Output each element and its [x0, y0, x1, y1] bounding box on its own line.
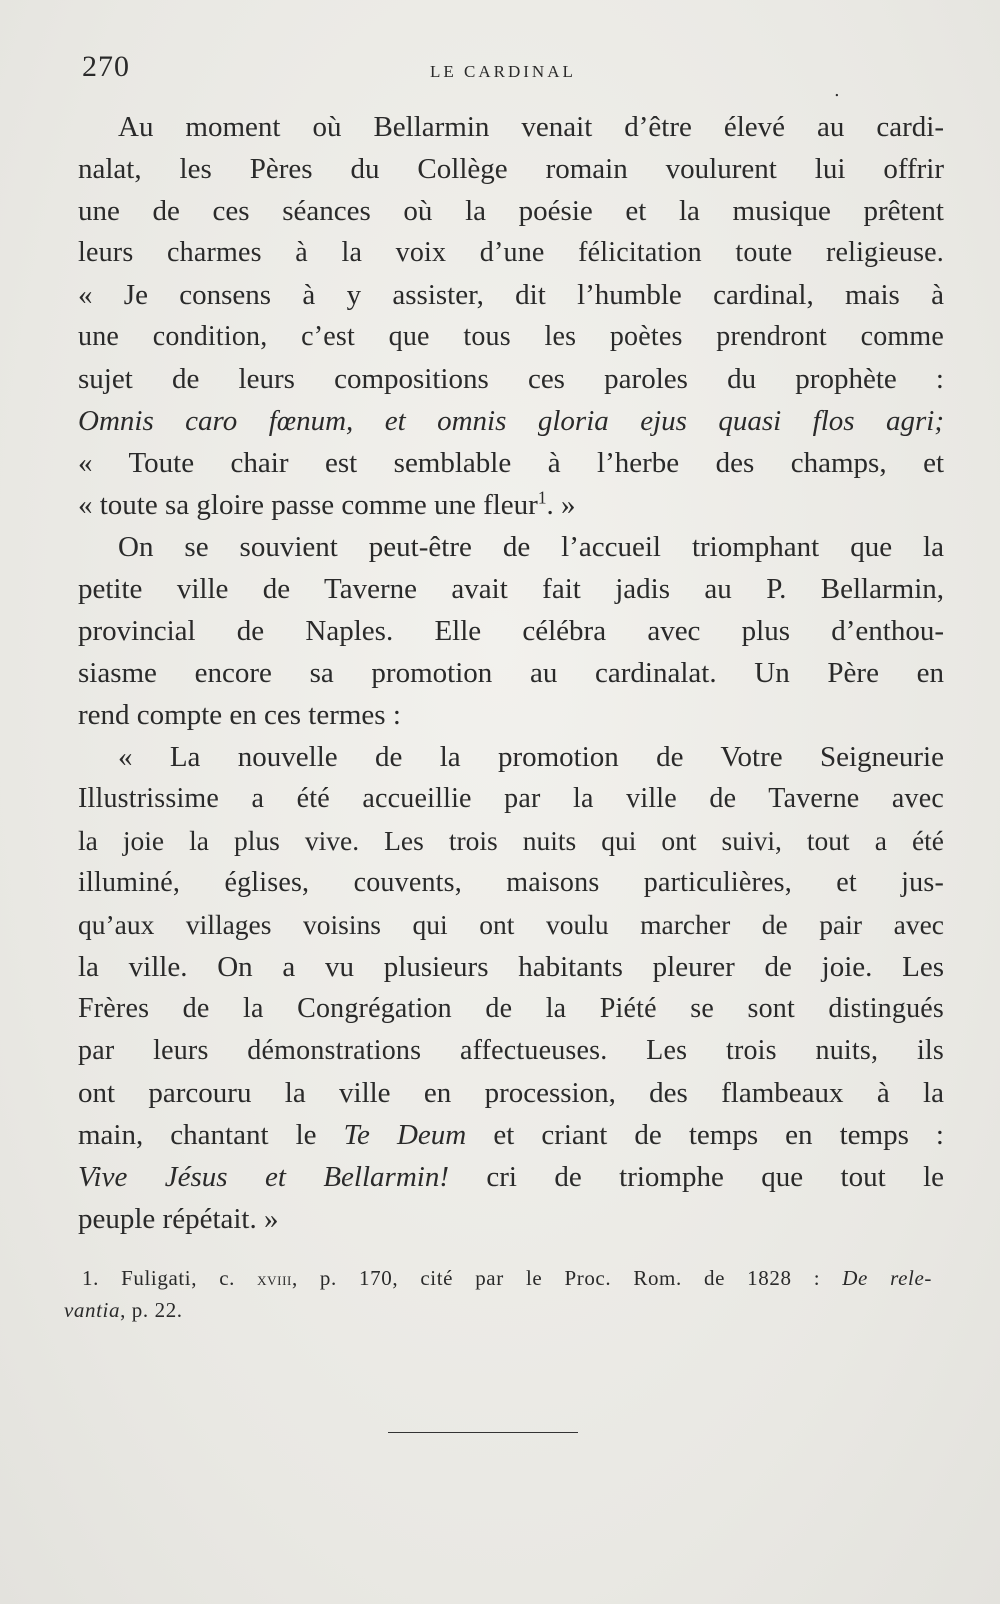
- text-line: la ville. On a vu plusieurs habitants pleurer de joie. Les: [78, 951, 944, 983]
- page-number: 270: [82, 50, 130, 83]
- footnote-reference: 1: [537, 487, 547, 508]
- text-line: illuminé, églises, couvents, maisons particulières, et jus-: [78, 867, 944, 898]
- text-segment: , p. 170, cité par le Proc. Rom. de 1828 :: [291, 1266, 843, 1290]
- italic-exclamation: Vive Jésus et Bellarmin!: [78, 1161, 449, 1193]
- italic-term: Te Deum: [343, 1119, 467, 1151]
- text-line: une de ces séances où la poésie et la musique prêtent: [78, 195, 944, 227]
- text-line: une condition, c’est que tous les poètes prendront comme: [78, 321, 944, 352]
- text-line: provincial de Naples. Elle célébra avec plus d’enthou-: [78, 615, 944, 647]
- text-line: peuple répétait. »: [78, 1203, 279, 1235]
- text-segment: cri de triomphe que tout le: [448, 1161, 945, 1193]
- header-ornament: .: [834, 80, 840, 101]
- italic-title: vantia: [64, 1298, 121, 1322]
- text-line: [78, 1114, 944, 1156]
- text-line: Frères de la Congrégation de la Piété se sont distingués: [78, 993, 944, 1024]
- text-segment: « toute sa gloire passe comme une fleur: [78, 489, 538, 521]
- footnote-line: [64, 1262, 932, 1294]
- text-line: Au moment où Bellarmin venait d’être élevé au cardi-: [118, 111, 944, 143]
- text-line: [78, 1156, 944, 1198]
- text-line: « Je consens à y assister, dit l’humble cardinal, mais à: [78, 279, 944, 311]
- end-rule: [388, 1432, 578, 1433]
- footnote-marker: 1.: [82, 1266, 99, 1290]
- text-line: nalat, les Pères du Collège romain voulurent lui offrir: [78, 153, 944, 185]
- text-line: On se souvient peut-être de l’accueil triomphant que la: [118, 531, 944, 563]
- text-line: leurs charmes à la voix d’une félicitation toute religieuse.: [78, 237, 944, 268]
- footnote-line: [64, 1294, 932, 1326]
- text-segment: main, chantant le: [78, 1119, 344, 1151]
- text-line: sujet de leurs compositions ces paroles du prophète :: [78, 363, 944, 395]
- text-segment: . »: [546, 489, 576, 521]
- text-line: siasme encore sa promotion au cardinalat. Un Père en: [78, 657, 944, 689]
- text-line: « La nouvelle de la promotion de Votre Seigneurie: [118, 741, 944, 773]
- text-segment: et criant de temps en temps :: [466, 1119, 944, 1151]
- text-segment: , p. 22.: [120, 1298, 183, 1322]
- latin-quote-line: [78, 400, 944, 442]
- text-line: [78, 484, 944, 526]
- page-header: [82, 50, 932, 101]
- text-line: ont parcouru la ville en procession, des flambeaux à la: [78, 1077, 944, 1109]
- chapter-numeral: xviii: [257, 1269, 292, 1290]
- body-text: [78, 106, 944, 1240]
- text-line: qu’aux villages voisins qui ont voulu marcher de pair avec: [78, 909, 944, 940]
- text-line: « Toute chair est semblable à l’herbe des champs, et: [78, 447, 944, 479]
- latin-quote: Omnis caro fœnum, et omnis gloria ejus quasi flos agri;: [78, 405, 944, 437]
- running-title: LE CARDINAL: [430, 62, 576, 81]
- italic-title: De rele-: [842, 1266, 932, 1290]
- footnote: [64, 1262, 932, 1326]
- text-line: la joie la plus vive. Les trois nuits qui ont suivi, tout a été: [78, 825, 944, 856]
- text-line: Illustrissime a été accueillie par la ville de Taverne avec: [78, 783, 944, 814]
- text-line: par leurs démonstrations affectueuses. Les trois nuits, ils: [78, 1035, 944, 1066]
- text-line: rend compte en ces termes :: [78, 699, 401, 731]
- text-segment: Fuligati, c.: [98, 1266, 258, 1290]
- text-line: petite ville de Taverne avait fait jadis au P. Bellarmin,: [78, 573, 944, 605]
